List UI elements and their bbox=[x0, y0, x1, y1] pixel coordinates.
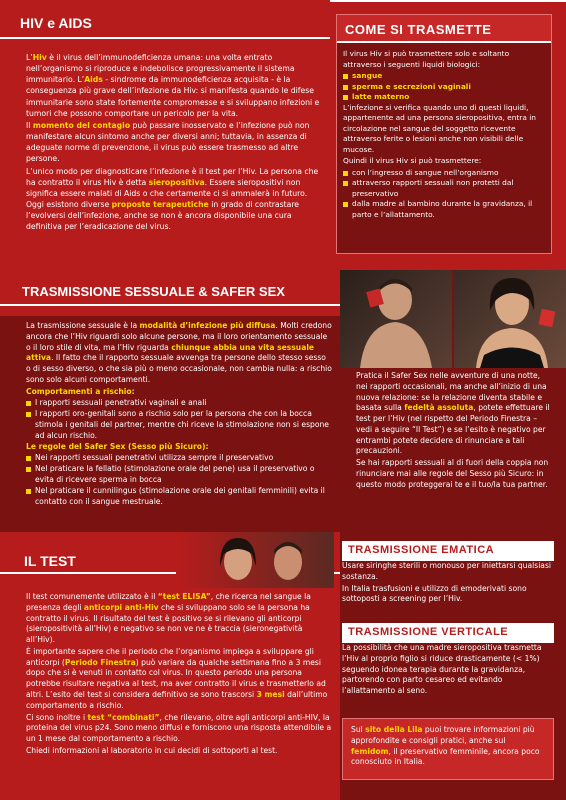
ematica-p1: Usare siringhe sterili o monouso per iniettarsi qualsiasi sostanza. bbox=[342, 561, 552, 581]
list-item: I rapporti oro-genitali sono a rischio solo per la persona che con la bocca stimola i genitali del partner, mentre chi riceve la stimolazione non si espone ad alcun rischio. bbox=[26, 409, 332, 441]
hiv-section bbox=[0, 0, 330, 268]
hiv-underline bbox=[0, 37, 330, 39]
list-item: Nei rapporti sessuali penetrativi utilizza sempre il preservativo bbox=[26, 453, 332, 464]
trasmette-box bbox=[336, 14, 552, 254]
trasmette-p2: L’infezione si verifica quando uno di questi liquidi, appartenente ad una persona sieropositiva, entra in circolazione nel sangue del soggetto ricevente attraverso ferite o lesioni anche non visibili delle mucose. bbox=[343, 102, 536, 154]
verticale-p1: La possibilità che una madre sieropositiva trasmetta l’Hiv al proprio figlio si riduce drasticamente (< 1%) seguendo idonea terapia durante la gravidanza, partorendo con parto cesareo ed evitando l’allattamento al seno. bbox=[342, 643, 542, 696]
list-item: attraverso rapporti sessuali non protetti dal preservativo bbox=[343, 178, 547, 199]
hiv-title: HIV e AIDS bbox=[20, 15, 92, 31]
couple-photo bbox=[176, 532, 334, 588]
list-item: dalla madre al bambino durante la gravidanza, il parto e l’allattamento. bbox=[343, 199, 547, 220]
test-p2: È importante sapere che il periodo che l’organismo impiega a sviluppare gli anticorpi (Periodo Finestra) può variare da qualche settimana fino a 3 mesi dopo che si è venuti in contatto col virus. In questo periodo una persona potrebbe risultare negativa al test, ma aver contratto il virus e trasmetterlo ad altri. L’esito del test si considera definitivo se sono trascorsi 3 mesi dall’ultimo comportamento a rischio. bbox=[26, 646, 328, 710]
hiv-p3: L’unico modo per diagnosticare l’infezione è il test per l’Hiv. La persona che ha contratto il virus Hiv è detta sieropositiva. Essere sieropositivi non significa essere malati di Aids o che certamente ci si ammalerà in futuro. Oggi esistono diverse proposte terapeutiche in grado di contrastare l’evolversi dell’infezione, anche se non è ancora disponibile una cura definitiva per l’eradicazione del virus. bbox=[26, 166, 319, 232]
lila-text: Sul sito della Lila puoi trovare informazioni più approfondite e consigli pratici, anche sul femidom, il preservativo femminile, ancora poco conosciuto in Italia. bbox=[351, 725, 540, 767]
rules-list bbox=[26, 453, 332, 507]
list-item: Nel praticare il cunnilingus (stimolazione orale dei genitali femminili) evita il contatto con il sangue mestruale. bbox=[26, 486, 332, 508]
trasmette-intro: Il virus Hiv si può trasmettere solo e soltanto attraverso i seguenti liquidi biologici: bbox=[343, 49, 510, 69]
ematica-p2: In Italia trasfusioni e utilizzo di emoderivati sono sottoposti a screening per l’Hiv. bbox=[342, 583, 527, 604]
list-item: sangue bbox=[343, 71, 547, 82]
test-p4: Chiedi informazioni al laboratorio in cui decidi di sottoporti al test. bbox=[26, 745, 278, 755]
rules-title: Le regole del Safer Sex (Sesso più Sicuro): bbox=[26, 441, 209, 451]
sessuale-p1: La trasmissione sessuale è la modalità d’infezione più diffusa. Molti credono ancora che l’Hiv riguardi solo alcune persone, ma il loro orientamento sessuale o il loro stile di vita, ma l’Hiv riguarda chiunque abbia una vita sessuale attiva. Il fatto che il rapporto sessuale avvenga tra persone dello stesso sesso o di sesso diverso, o che sia più o meno occasionale, non cambia nulla: a rischio sono solo alcuni comportamenti. bbox=[26, 321, 332, 384]
test-text bbox=[26, 592, 332, 758]
list-item: I rapporti sessuali penetrativi vaginali e anali bbox=[26, 398, 332, 409]
woman-photo bbox=[454, 270, 566, 368]
lila-box bbox=[342, 718, 554, 780]
sessuale-left-text bbox=[26, 321, 332, 507]
sessuale-right-p2: Se hai rapporti sessuali al di fuori della coppia non rinunciare mai alle regole del Sesso più Sicuro: in questo modo proteggerai te e il tuo/la tua partner. bbox=[356, 458, 549, 489]
hiv-p1: L’Hiv è il virus dell’immunodeficienza umana: una volta entrato nell’organismo si riproduce e indebolisce progressivamente il sistema immunitario. L’Aids - sindrome da immunodeficienza acquisita - è la conseguenza più grave dell’infezione da Hiv: si manifesta quando le difese immunitarie sono state fortemente compromesse e si sviluppano infezioni e tumori che possono comportare un pericolo per la vita. bbox=[26, 53, 320, 118]
ematica-title: TRASMISSIONE EMATICA bbox=[342, 541, 554, 561]
modes-list bbox=[343, 168, 547, 221]
list-item: sperma e secrezioni vaginali bbox=[343, 82, 547, 93]
risk-list bbox=[26, 398, 332, 441]
list-item: Nel praticare la fellatio (stimolazione orale del pene) usa il preservativo o evita di ricevere sperma in bocca bbox=[26, 464, 332, 486]
sessuale-right-text bbox=[356, 371, 552, 492]
man-photo bbox=[340, 270, 452, 368]
trasmette-p3: Quindi il virus Hiv si può trasmettere: bbox=[343, 156, 482, 166]
test-p3: Ci sono inoltre i test “combinati”, che rilevano, oltre agli anticorpi anti-HIV, la proteina del virus p24. Sono meno diffusi e forniscono una risposta attendibile a un 1 mese dal comportamento a rischio. bbox=[26, 712, 332, 744]
sessuale-right-p1: Pratica il Safer Sex nelle avventure di una notte, nei rapporti occasionali, ma anche all’inizio di una nuova relazione: se la relazione diventa stabile e basata sulla fedeltà assoluta, potete effettuare il test per l’Hiv (nel rispetto del Periodo Finestra – vedi a seguire “Il Test”) e se l’esito è negativo per entrambi potete decidere di rinunciare a tali precauzioni. bbox=[356, 371, 550, 456]
ematica-text bbox=[342, 561, 552, 606]
hiv-text bbox=[26, 52, 321, 234]
sessuale-title: TRASMISSIONE SESSUALE & SAFER SEX bbox=[22, 284, 285, 299]
trasmette-title: COME SI TRASMETTE bbox=[345, 22, 492, 37]
test-title: IL TEST bbox=[24, 553, 76, 569]
verticale-text bbox=[342, 643, 552, 698]
test-p1: Il test comunemente utilizzato è il “test ELISA”, che ricerca nel sangue la presenza degli anticorpi anti-Hiv che si sviluppano solo se la persona ha contratto il virus. Il risultato del test è positivo se si rilevano gli anticorpi (sieropositività all’Hiv) e negativo se non ve ne è traccia (sieronegatività all’Hiv). bbox=[26, 592, 311, 645]
risk-title: Comportamenti a rischio: bbox=[26, 386, 135, 396]
trasmette-text bbox=[343, 49, 547, 220]
liquids-list bbox=[343, 71, 547, 103]
hiv-p2: Il momento del contagio può passare inosservato e l’infezione può non manifestare alcun sintomo anche per diversi anni; tuttavia, in assenza di adeguate norme di prevenzione, il virus può essere trasmesso ad altre persone. bbox=[26, 120, 310, 164]
verticale-title: TRASMISSIONE VERTICALE bbox=[342, 623, 554, 643]
list-item: con l’ingresso di sangue nell’organismo bbox=[343, 168, 547, 179]
list-item: latte materno bbox=[343, 92, 547, 103]
